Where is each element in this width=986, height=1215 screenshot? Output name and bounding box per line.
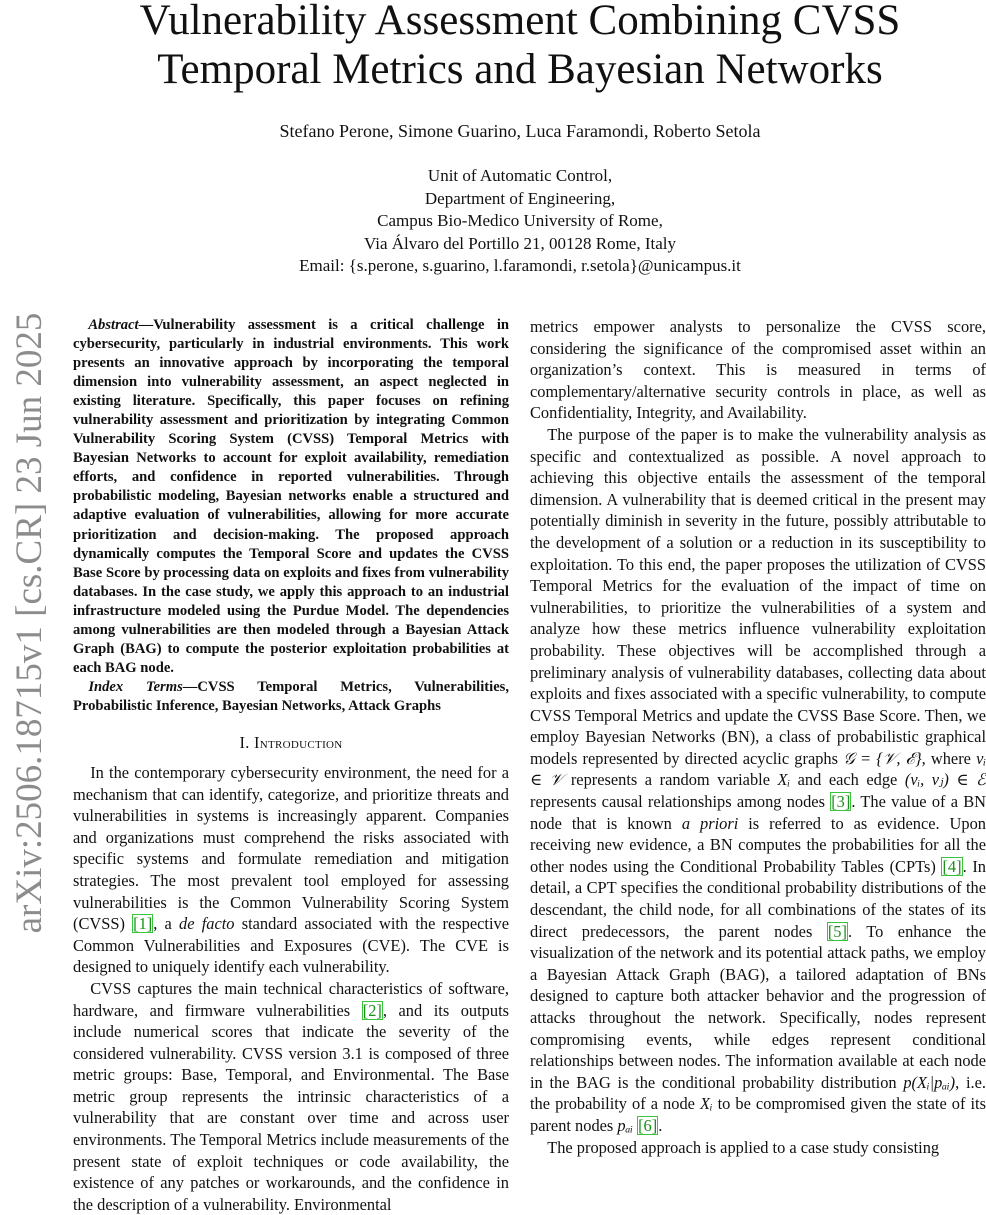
text-run: to be compromised given the state of its parent nodes (530, 1094, 986, 1135)
italic-text: a priori (681, 813, 739, 833)
math-conditional-probability: p(Xᵢ|pₐᵢ) (903, 1072, 956, 1092)
affiliation-line: Via Álvaro del Portillo 21, 00128 Rome, Italy (363, 233, 677, 253)
intro-paragraph-1 (73, 762, 509, 978)
section-heading-introduction: I. Introduction (239, 732, 343, 752)
math-variable: Xᵢ (699, 1094, 713, 1114)
text-run: CVSS captures the main technical characteristics of software, hardware, and firmware vulnerabilities (73, 978, 509, 1020)
text-run: , a (153, 914, 180, 934)
intro-paragraph-3 (530, 424, 986, 1137)
text-run: The purpose of the paper is to make the vulnerability analysis as specific and contextualized as possible. A novel approach to achieving this objective entails the assessment of the temporal dimension. A vulnerability that is deemed critical in the present may potentially diminish in severity in the future, possibly attributable to the development of a solution or a reduction in its susceptibility to exploitation. To this end, the paper proposes the utilization of CVSS Temporal Metrics for the evaluation of the impact of time on vulnerabilities, to prioritize the vulnerabilities of a system and analyze how these metrics influence vulnerability exploitation probability. These objectives will be accomplished through a preliminary analysis of vulnerability databases, collecting data about exploits and fixes associated with a specific vulnerability, to compute CVSS Temporal Metrics and update the CVSS Base Score. Then, we employ Bayesian Networks (BN), a class of probabilistic graphical models represented by directed acyclic graphs (530, 424, 986, 768)
text-run: . To enhance the visualization of the network and its potential attack paths, we employ a Bayesian Attack Graph (BAG), a tailored adaptation of BNs designed to capture both attacker behavior and the progression of attacks throughout the network. Specifically, nodes represent compromising events, while edges represent conditional relationships between nodes. The information available at each node in the BAG is the conditional probability distribution (530, 921, 986, 1092)
citation-link[interactable]: [6] (638, 1115, 658, 1135)
affiliation-line: Campus Bio-Medico University of Rome, (377, 211, 663, 230)
citation-link[interactable]: [3] (831, 792, 851, 812)
citation-link[interactable]: [5] (827, 921, 847, 941)
citation-link[interactable]: [4] (942, 856, 962, 876)
author-emails: Email: {s.perone, s.guarino, l.faramondi, r.setola}@unicampus.it (299, 256, 741, 275)
affiliation-block (60, 165, 980, 278)
math-graph-definition: 𝒢 = {𝒱, ℰ} (843, 748, 922, 768)
right-column (530, 316, 986, 1158)
text-run: , and its outputs include numerical scores that indicate the severity of the considered vulnerability. CVSS version 3.1 is composed of three metric groups: Base, Temporal, and Environmental. The Base metric group represents the intrinsic characteristics of a vulnerability that are constant over time and across user environments. The Temporal Metrics include measurements of the present state of exploit techniques or code availability, the existence of any patches or workarounds, and the confidence in the description of a vulnerability. Environmental (73, 1000, 510, 1214)
text-run: . (658, 1115, 663, 1135)
abstract-label: Abstract (88, 317, 139, 333)
left-column (73, 316, 509, 1215)
text-run: In the contemporary cybersecurity environment, the need for a mechanism that can identify, categorize, and prioritize threats and vulnerabilities in systems is increasingly apparent. Companies and organizations must comprehend the risks associated with specific systems and formulate remediation and mitigation strategies. The most prevalent tool employed for assessing vulnerabilities is the Common Vulnerability Scoring System (CVSS) (73, 762, 509, 934)
text-run: represents causal relationships among nodes (530, 792, 831, 812)
text-run: . The value of a BN node that is known (530, 792, 986, 833)
math-parent-nodes: pₐᵢ (617, 1115, 633, 1135)
affiliation-line: Department of Engineering, (424, 188, 616, 208)
abstract-text: —Vulnerability assessment is a critical challenge in cybersecurity, particularly in industrial environments. This work presents an innovative approach by incorporating the temporal dimension into vulnerability assessment, an aspect neglected in existing literature. Specifically, this paper focuses on refining vulnerability assessment and prioritization by integrating Common Vulnerability Scoring System (CVSS) Temporal Metrics with Bayesian Networks to account for exploit availability, remediation efforts, and confidence in reported vulnerabilities. Through probabilistic modeling, Bayesian networks enable a structured and adaptive evaluation of vulnerabilities, allowing for more accurate prioritization and decision-making. The proposed approach dynamically computes the Temporal Score and updates the CVSS Base Score by processing data on exploits and fixes from vulnerability databases. In the case study, we apply this approach to an industrial infrastructure modeled using the Purdue Model. The dependencies among vulnerabilities are then modeled through a Bayesian Attack Graph (BAG) to compute the posterior exploitation probabilities at each BAG node. (73, 317, 509, 676)
text-run: standard associated with the respective Common Vulnerabilities and Exposures (CVE). The CVE is designed to uniquely identify each vulnerability. (73, 914, 509, 977)
text-run: is referred to as evidence. Upon receiving new evidence, a BN computes the probabilities for all the other nodes using the Conditional Probability Tables (CPTs) (530, 813, 986, 876)
index-terms (73, 678, 509, 716)
citation-link[interactable]: [1] (133, 914, 153, 934)
intro-paragraph-2 (73, 978, 509, 1215)
text-run: and each edge (790, 770, 905, 790)
arxiv-identifier: arXiv:2506.18715v1 [cs.CR] 23 Jun 2025 (9, 312, 50, 934)
title-line-2: Temporal Metrics and Bayesian Networks (157, 46, 883, 93)
math-edge: (vᵢ, vⱼ) ∈ ℰ (904, 770, 986, 790)
affiliation-line: Unit of Automatic Control, (427, 166, 613, 185)
index-terms-label: Index Terms (88, 678, 183, 695)
text-run: represents a random variable (563, 770, 778, 790)
intro-paragraph-4: The proposed approach is applied to a case study consisting (547, 1137, 940, 1157)
abstract (73, 316, 509, 678)
intro-paragraph-2-continued: metrics empower analysts to personalize the CVSS score, considering the significance of the compromised asset within an organization’s context. This is measured in terms of complementary/alternative security controls in place, as well as Confidentiality, Integrity, and Availability. (530, 317, 986, 423)
text-run: , where (921, 748, 977, 768)
math-node: vᵢ ∈ 𝒱 (530, 748, 986, 790)
italic-text: de facto (179, 914, 235, 934)
math-variable: Xᵢ (777, 770, 791, 790)
citation-link[interactable]: [2] (362, 1000, 382, 1020)
text-run: , i.e. the probability of a node (530, 1072, 986, 1114)
title-line-1: Vulnerability Assessment Combining CVSS (139, 0, 901, 44)
author-list: Stefano Perone, Simone Guarino, Luca Faramondi, Roberto Setola (279, 121, 761, 141)
paper-title (60, 0, 980, 94)
text-run: . In detail, a CPT specifies the conditional probability distributions of the descendant, the child node, for all combinations of the states of its direct predecessors, the parent nodes (530, 856, 986, 941)
index-terms-text: —CVSS Temporal Metrics, Vulnerabilities, Probabilistic Inference, Bayesian Networks, Attack Graphs (73, 678, 510, 714)
